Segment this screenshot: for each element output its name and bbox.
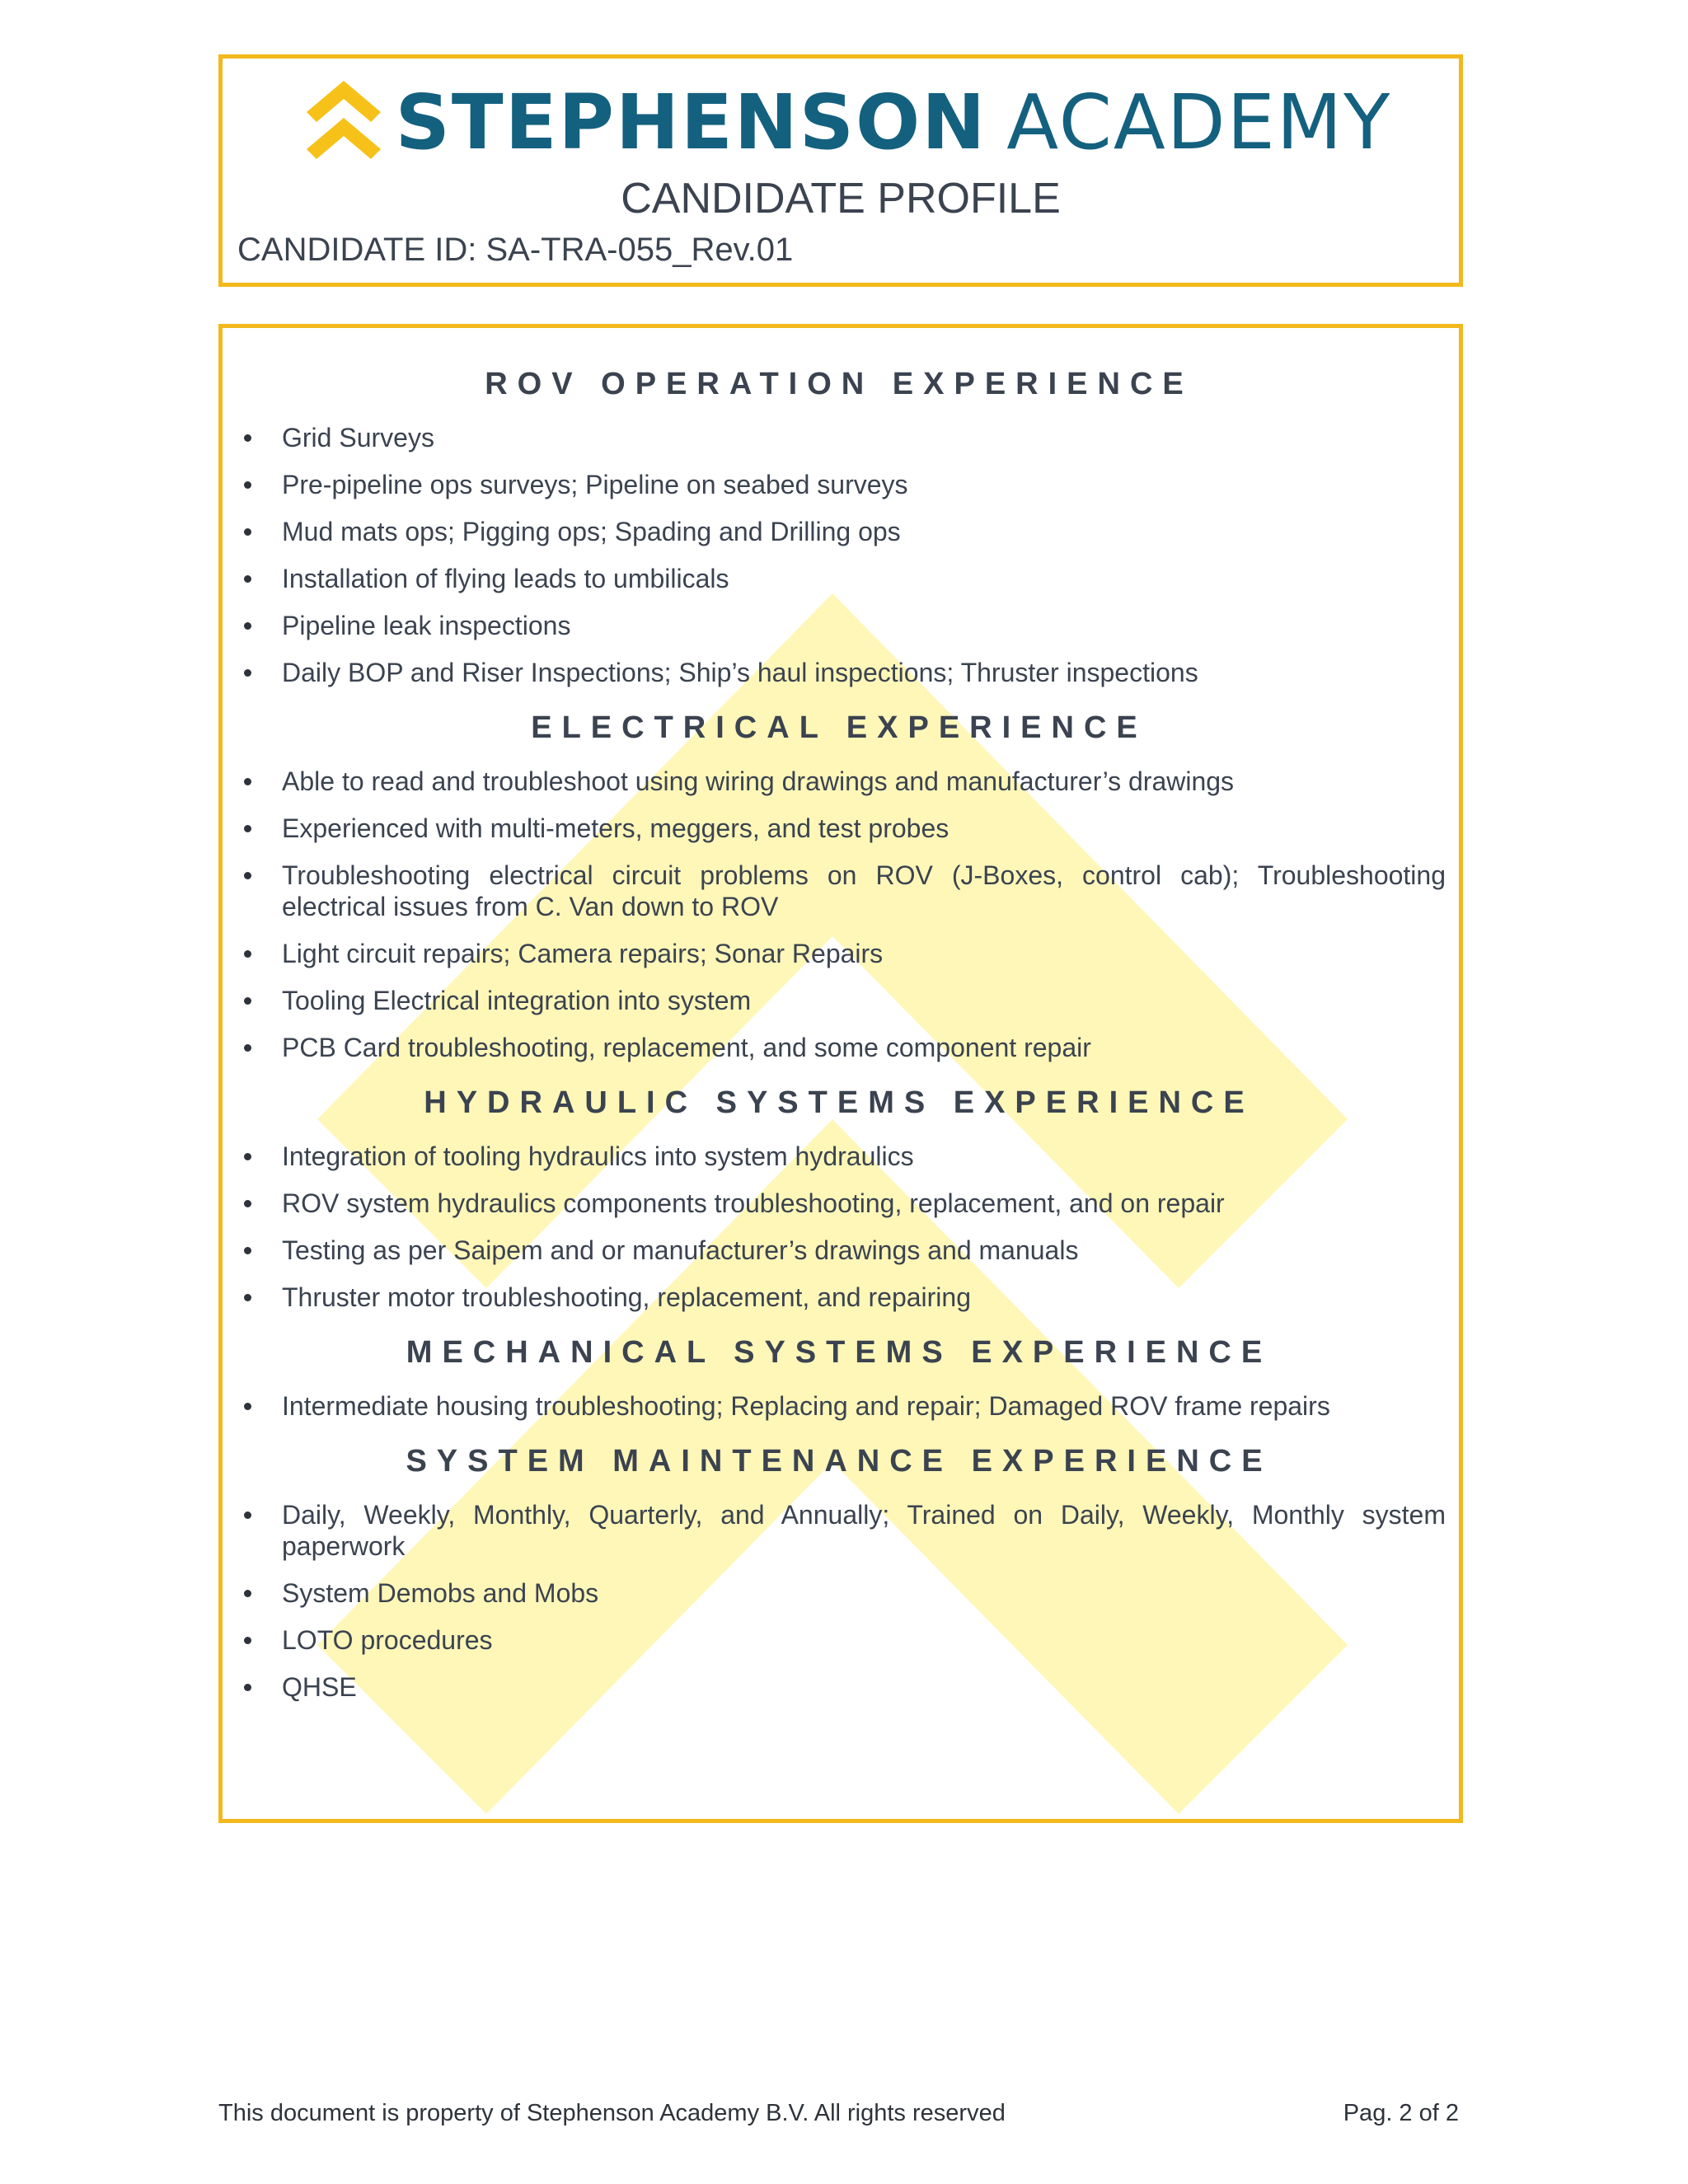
list-item: Mud mats ops; Pigging ops; Spading and Drilling ops [232, 516, 1446, 547]
item-list [232, 1499, 1446, 1703]
list-item: Able to read and troubleshoot using wiring drawings and manufacturer’s drawings [232, 766, 1446, 797]
list-item: Daily, Weekly, Monthly, Quarterly, and Annually; Trained on Daily, Weekly, Monthly system paperwork [232, 1499, 1446, 1562]
list-item: Troubleshooting electrical circuit problems on ROV (J-Boxes, control cab); Troubleshooting electrical issues from C. Van down to ROV [232, 860, 1446, 922]
list-item: Light circuit repairs; Camera repairs; Sonar Repairs [232, 938, 1446, 969]
list-item: Pre-pipeline ops surveys; Pipeline on seabed surveys [232, 469, 1446, 500]
logo [305, 77, 1393, 167]
list-item: Installation of flying leads to umbilicals [232, 563, 1446, 594]
list-item: Daily BOP and Riser Inspections; Ship’s haul inspections; Thruster inspections [232, 657, 1446, 688]
sections [223, 328, 1459, 1703]
list-item: Thruster motor troubleshooting, replacement, and repairing [232, 1282, 1446, 1313]
list-item: Testing as per Saipem and or manufacturer’s drawings and manuals [232, 1235, 1446, 1266]
footer-notice: This document is property of Stephenson Academy B.V. All rights reserved [218, 2100, 1006, 2126]
page-title: CANDIDATE PROFILE [621, 175, 1061, 223]
candidate-id: CANDIDATE ID: SA-TRA-055_Rev.01 [237, 232, 794, 268]
section-electrical [232, 705, 1446, 1063]
section-heading: MECHANICAL SYSTEMS EXPERIENCE [406, 1335, 1273, 1370]
item-list [232, 422, 1446, 688]
list-item: Experienced with multi-meters, meggers, and test probes [232, 813, 1446, 844]
chevron-logo-icon [307, 81, 381, 163]
list-item: Pipeline leak inspections [232, 610, 1446, 641]
list-item: Grid Surveys [232, 422, 1446, 453]
section-rov-operation [232, 361, 1446, 688]
logo-word-light: ACADEMY [1006, 77, 1392, 166]
list-item: System Demobs and Mobs [232, 1577, 1446, 1609]
item-list [232, 1141, 1446, 1313]
list-item: Integration of tooling hydraulics into system hydraulics [232, 1141, 1446, 1172]
list-item: LOTO procedures [232, 1624, 1446, 1656]
section-maintenance [232, 1438, 1446, 1703]
section-hydraulic [232, 1080, 1446, 1313]
section-mechanical [232, 1329, 1446, 1422]
header-box [218, 54, 1463, 287]
list-item: PCB Card troubleshooting, replacement, and some component repair [232, 1032, 1446, 1063]
item-list [232, 766, 1446, 1063]
page-number: Pag. 2 of 2 [1343, 2100, 1459, 2126]
item-list [232, 1390, 1446, 1422]
section-heading: HYDRAULIC SYSTEMS EXPERIENCE [424, 1085, 1254, 1120]
list-item: Tooling Electrical integration into system [232, 985, 1446, 1016]
list-item: QHSE [232, 1671, 1446, 1703]
experience-box [218, 324, 1463, 1823]
section-heading: ROV OPERATION EXPERIENCE [485, 367, 1193, 401]
section-heading: SYSTEM MAINTENANCE EXPERIENCE [406, 1444, 1273, 1479]
list-item: Intermediate housing troubleshooting; Replacing and repair; Damaged ROV frame repairs [232, 1390, 1446, 1422]
logo-word-bold: STEPHENSON [395, 77, 987, 166]
section-heading: ELECTRICAL EXPERIENCE [531, 710, 1147, 745]
list-item: ROV system hydraulics components troubleshooting, replacement, and on repair [232, 1188, 1446, 1219]
